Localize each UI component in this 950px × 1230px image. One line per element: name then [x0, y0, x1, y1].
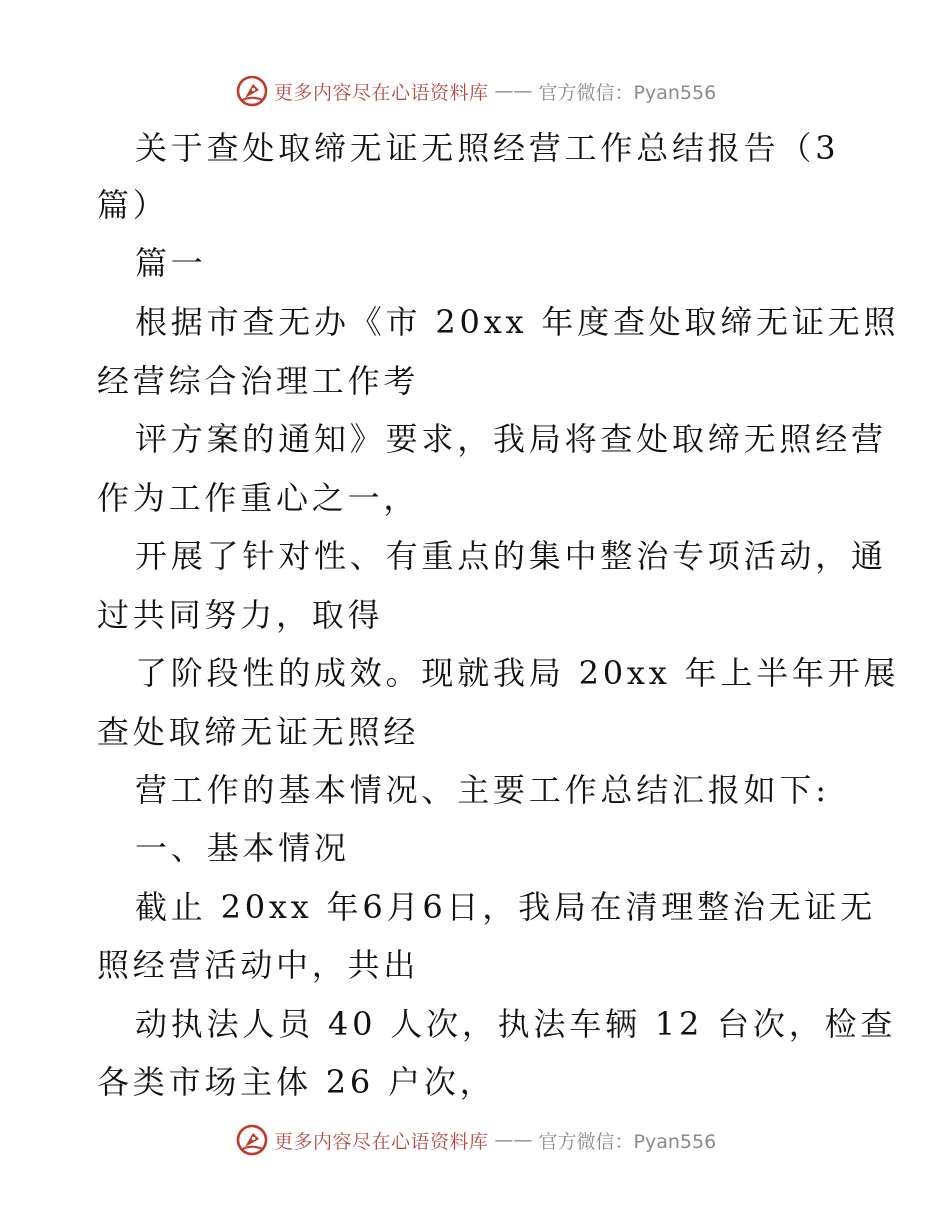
- watermark-site-name: 更多内容尽在心语资料库: [274, 1130, 489, 1153]
- paragraph-line: 各类市场主体 26 户次，: [97, 1063, 496, 1101]
- pen-nib-logo-icon: [236, 75, 268, 107]
- header-watermark: [236, 74, 716, 108]
- doc-title-line-2: 篇）: [97, 186, 169, 224]
- paragraph-line: 照经营活动中，共出: [97, 946, 420, 984]
- paragraph-line: 动执法人员 40 人次，执法车辆 12 台次，检查: [135, 1005, 897, 1043]
- paragraph-line: 根据市查无办《市 20xx 年度查处取缔无证无照: [135, 303, 900, 341]
- watermark-account: 官方微信：Pyan556: [538, 1130, 717, 1153]
- watermark-account: 官方微信：Pyan556: [538, 81, 717, 104]
- watermark-separator: ——: [494, 80, 533, 102]
- paragraph-line: 作为工作重心之一，: [97, 479, 420, 517]
- section-heading: 篇一: [135, 244, 207, 282]
- pen-nib-logo-icon: [236, 1124, 268, 1156]
- paragraph-line: 过共同努力，取得: [97, 596, 384, 634]
- paragraph-line: 开展了针对性、有重点的集中整治专项活动，通: [135, 537, 887, 575]
- paragraph-line: 评方案的通知》要求，我局将查处取缔无照经营: [135, 420, 887, 458]
- paragraph-line: 营工作的基本情况、主要工作总结汇报如下:: [135, 771, 830, 809]
- paragraph-line: 截止 20xx 年6月6日，我局在清理整治无证无: [135, 888, 877, 926]
- watermark-site-name: 更多内容尽在心语资料库: [274, 81, 489, 104]
- paragraph-line: 查处取缔无证无照经: [97, 713, 420, 751]
- paragraph-line: 了阶段性的成效。现就我局 20xx 年上半年开展: [135, 654, 900, 692]
- footer-watermark: [236, 1123, 716, 1157]
- subsection-heading: 一、基本情况: [135, 829, 350, 867]
- doc-title-line-1: 关于查处取缔无证无照经营工作总结报告（3: [135, 129, 840, 167]
- watermark-separator: ——: [494, 1129, 533, 1151]
- paragraph-line: 经营综合治理工作考: [97, 362, 420, 400]
